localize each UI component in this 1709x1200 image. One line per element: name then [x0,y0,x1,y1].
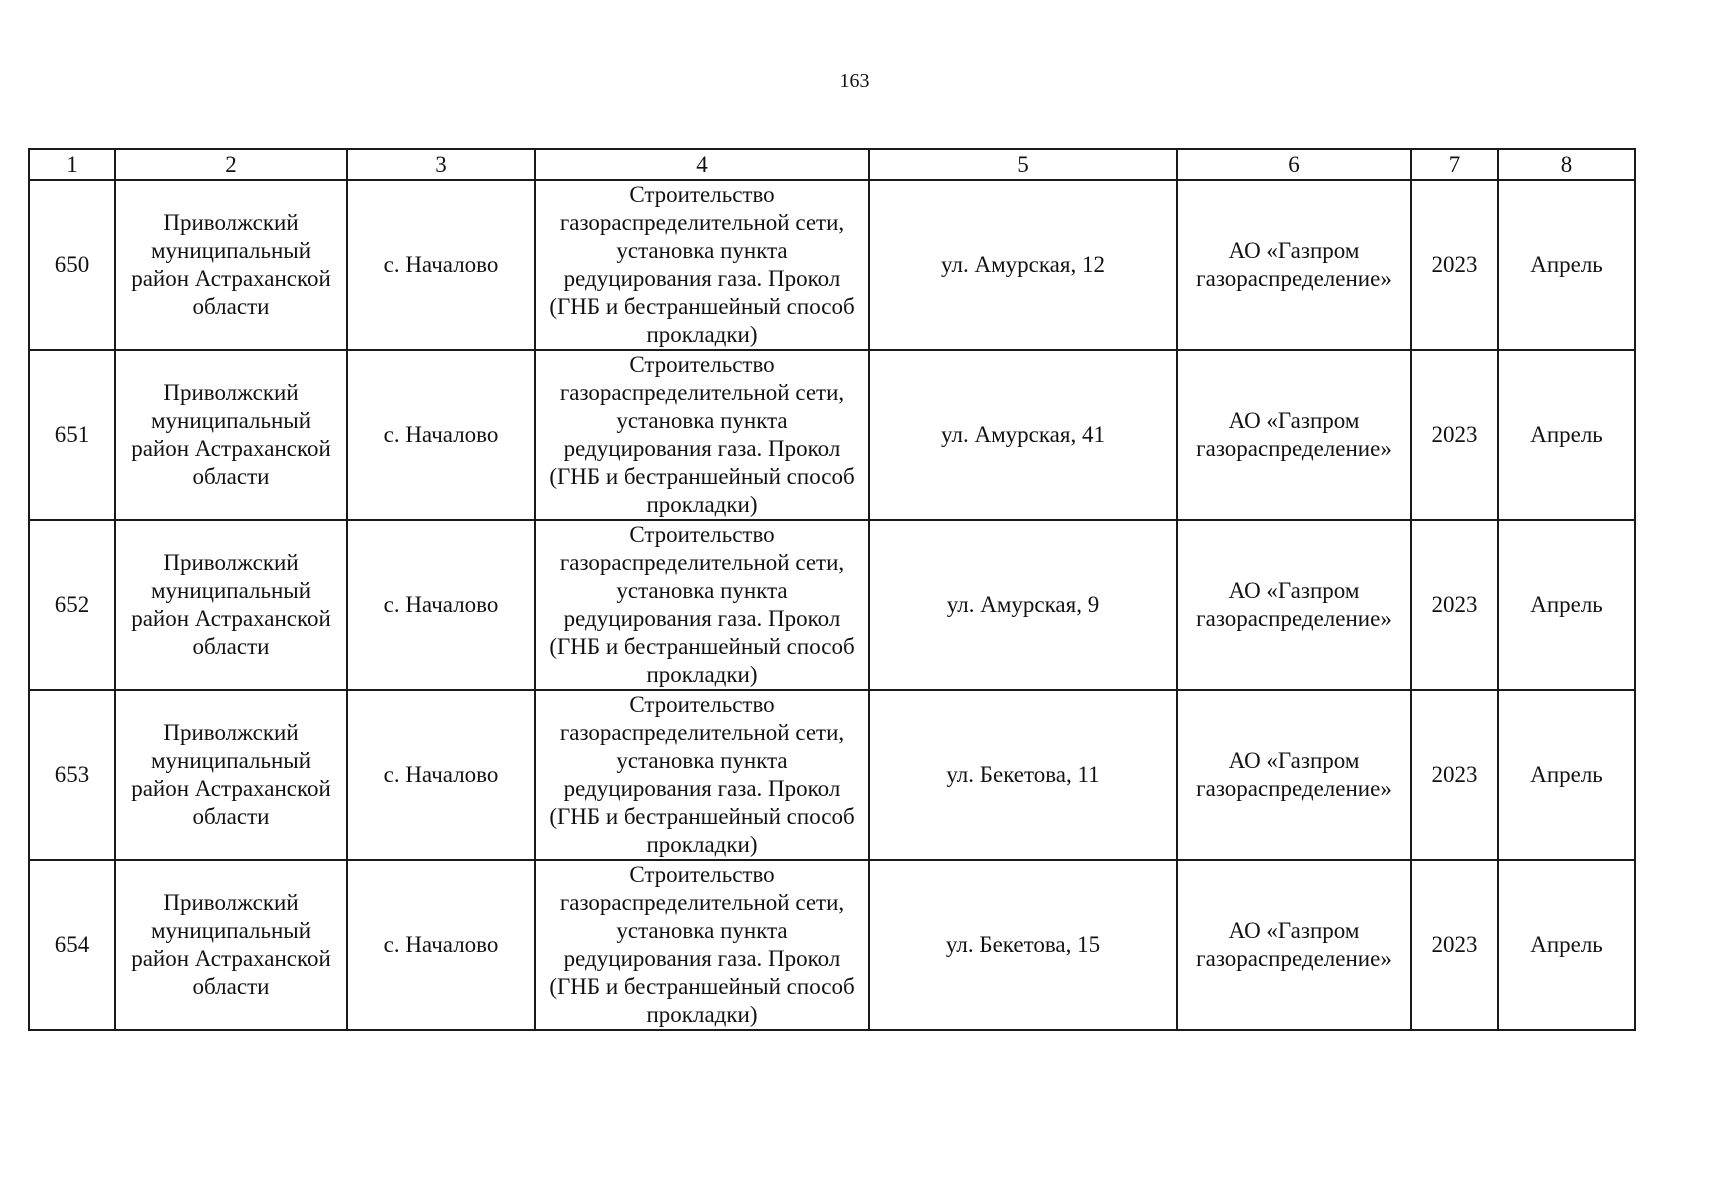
address-cell: ул. Бекетова, 11 [869,690,1177,860]
district-cell: Приволжский муниципальный район Астраханской области [115,520,347,690]
table-header-row [29,149,1635,180]
work-description-cell: Строительство газораспределительной сети, установка пункта редуцирования газа. Прокол (ГНБ и бестраншейный способ прокладки) [535,350,869,520]
table-row [29,520,1635,690]
year-cell: 2023 [1411,860,1498,1030]
month-cell: Апрель [1498,690,1635,860]
year-cell: 2023 [1411,180,1498,350]
column-header: 2 [115,149,347,180]
works-table [28,148,1636,1031]
organization-cell: АО «Газпром газораспределение» [1177,350,1411,520]
organization-cell: АО «Газпром газораспределение» [1177,180,1411,350]
column-header: 7 [1411,149,1498,180]
work-description-cell: Строительство газораспределительной сети, установка пункта редуцирования газа. Прокол (ГНБ и бестраншейный способ прокладки) [535,860,869,1030]
address-cell: ул. Амурская, 12 [869,180,1177,350]
column-header: 1 [29,149,115,180]
page-number: 163 [839,70,870,92]
address-cell: ул. Амурская, 41 [869,350,1177,520]
address-cell: ул. Бекетова, 15 [869,860,1177,1030]
organization-cell: АО «Газпром газораспределение» [1177,690,1411,860]
settlement-cell: с. Началово [347,520,535,690]
organization-cell: АО «Газпром газораспределение» [1177,860,1411,1030]
row-number-cell: 650 [29,180,115,350]
year-cell: 2023 [1411,690,1498,860]
settlement-cell: с. Началово [347,180,535,350]
column-header: 3 [347,149,535,180]
district-cell: Приволжский муниципальный район Астраханской области [115,180,347,350]
row-number-cell: 651 [29,350,115,520]
column-header: 4 [535,149,869,180]
organization-cell: АО «Газпром газораспределение» [1177,520,1411,690]
row-number-cell: 653 [29,690,115,860]
column-header: 6 [1177,149,1411,180]
work-description-cell: Строительство газораспределительной сети, установка пункта редуцирования газа. Прокол (ГНБ и бестраншейный способ прокладки) [535,180,869,350]
month-cell: Апрель [1498,180,1635,350]
month-cell: Апрель [1498,860,1635,1030]
work-description-cell: Строительство газораспределительной сети, установка пункта редуцирования газа. Прокол (ГНБ и бестраншейный способ прокладки) [535,690,869,860]
table-row [29,180,1635,350]
settlement-cell: с. Началово [347,690,535,860]
district-cell: Приволжский муниципальный район Астраханской области [115,860,347,1030]
column-header: 5 [869,149,1177,180]
table-row [29,860,1635,1030]
address-cell: ул. Амурская, 9 [869,520,1177,690]
month-cell: Апрель [1498,350,1635,520]
district-cell: Приволжский муниципальный район Астраханской области [115,350,347,520]
table-row [29,690,1635,860]
settlement-cell: с. Началово [347,860,535,1030]
row-number-cell: 654 [29,860,115,1030]
year-cell: 2023 [1411,520,1498,690]
row-number-cell: 652 [29,520,115,690]
work-description-cell: Строительство газораспределительной сети, установка пункта редуцирования газа. Прокол (ГНБ и бестраншейный способ прокладки) [535,520,869,690]
district-cell: Приволжский муниципальный район Астраханской области [115,690,347,860]
table-row [29,350,1635,520]
settlement-cell: с. Началово [347,350,535,520]
month-cell: Апрель [1498,520,1635,690]
column-header: 8 [1498,149,1635,180]
year-cell: 2023 [1411,350,1498,520]
